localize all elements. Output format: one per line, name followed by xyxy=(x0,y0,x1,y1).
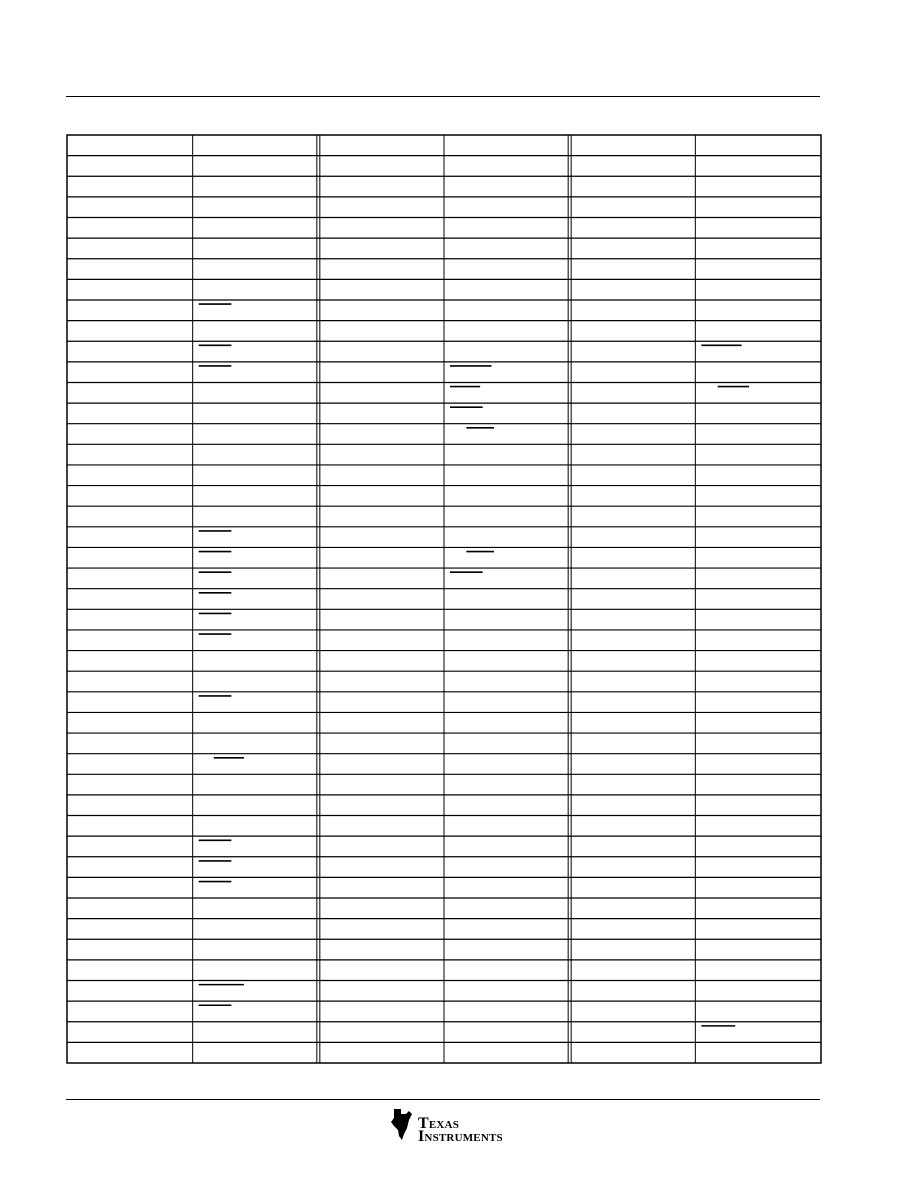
header-rule xyxy=(66,96,820,97)
logo-line-instruments: Instruments xyxy=(418,1128,503,1145)
logo-line-texas: Texas xyxy=(418,1115,460,1132)
footer-rule xyxy=(66,1099,820,1100)
data-table-grid xyxy=(66,134,822,1064)
ti-logo-wordmark xyxy=(418,1117,503,1143)
ti-state-logo-icon xyxy=(388,1106,416,1146)
